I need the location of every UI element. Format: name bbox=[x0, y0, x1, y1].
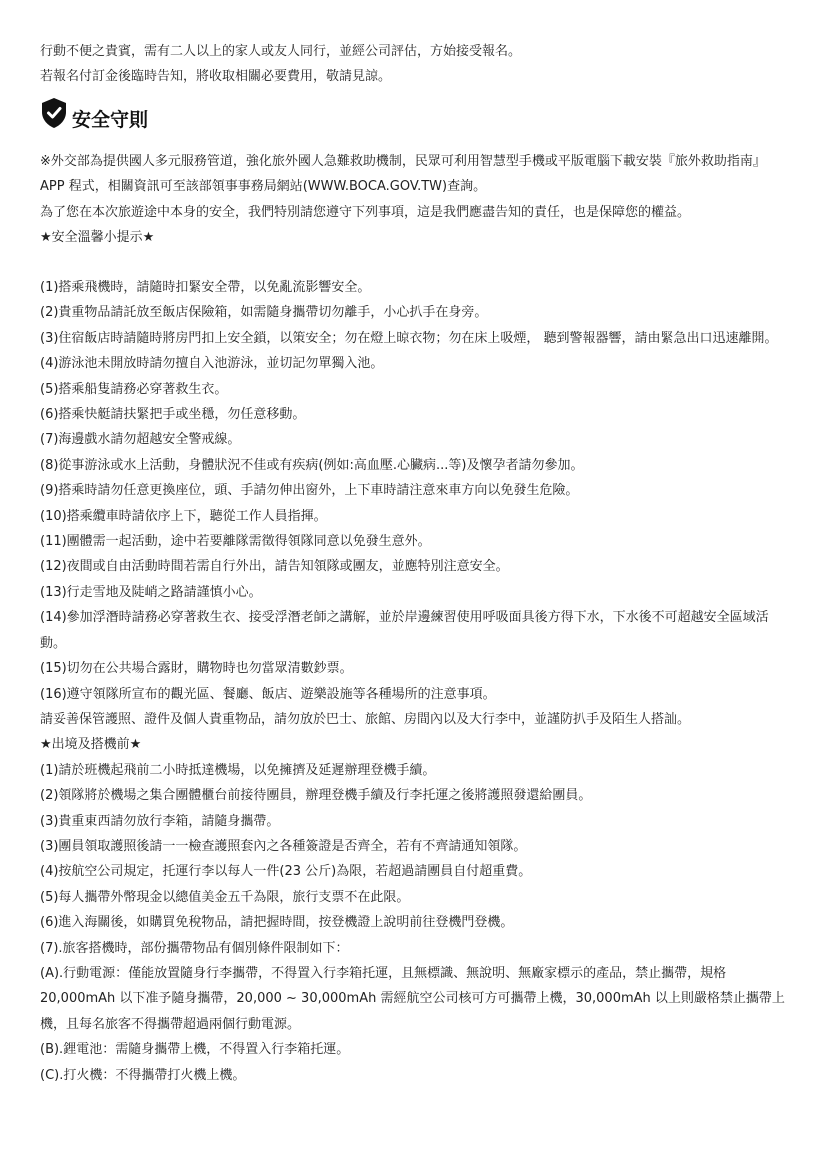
list-item: (8)從事游泳或水上活動，身體狀況不佳或有疾病(例如:高血壓.心臟病...等)及懷孕者請勿參加。 bbox=[40, 457, 584, 473]
list-item: (1)請於班機起飛前二小時抵達機場，以免擁擠及延遲辦理登機手續。 bbox=[40, 762, 436, 778]
list-item: (4)游泳池未開放時請勿擅自入池游泳，並切記勿單獨入池。 bbox=[40, 356, 384, 372]
intro-line: 行動不便之貴賓，需有二人以上的家人或友人同行，並經公司評估，方始接受報名。 bbox=[40, 44, 522, 59]
list-item: (4)按航空公司規定，托運行李以每人一件(23 公斤)為限，若超過請團員自付超重費。 bbox=[40, 864, 532, 880]
intro-block bbox=[40, 39, 788, 90]
list-item: (6)搭乘快艇請扶緊把手或坐穩，勿任意移動。 bbox=[40, 407, 306, 423]
notice-paragraph: 為了您在本次旅遊途中本身的安全，我們特別請您遵守下列事項，這是我們應盡告知的責任，也是保障您的權益。 bbox=[40, 204, 691, 220]
departure-heading: ★出境及搭機前★ bbox=[40, 737, 142, 753]
list-item: (12)夜間或自由活動時間若需自行外出，請告知領隊或團友，並應特別注意安全。 bbox=[40, 559, 509, 575]
intro-line: 若報名付訂金後臨時告知，將收取相關必要費用，敬請見諒。 bbox=[40, 69, 392, 85]
list-item: (1)搭乘飛機時，請隨時扣緊安全帶，以免亂流影響安全。 bbox=[40, 280, 371, 295]
list-item: (5)搭乘船隻請務必穿著救生衣。 bbox=[40, 381, 228, 397]
list-item: (6)進入海關後，如購買免稅物品，請把握時間，按登機證上說明前往登機門登機。 bbox=[40, 915, 514, 931]
list-item: (15)切勿在公共場合露財，購物時也勿當眾清數鈔票。 bbox=[40, 661, 353, 677]
notice-block bbox=[40, 149, 788, 251]
restriction-item: (C).打火機：不得攜帶打火機上機。 bbox=[40, 1067, 246, 1083]
list-item: (11)團體需一起活動，途中若要離隊需徵得領隊同意以免發生意外。 bbox=[40, 534, 431, 550]
notice-paragraph: ※外交部為提供國人多元服務管道，強化旅外國人急難救助機制，民眾可利用智慧型手機或平版電腦下載安裝『旅外救助指南』APP 程式，相關資訊可至該部領事事務局網站(WWW.BOCA.GOV.TW)查詢。 bbox=[40, 154, 766, 195]
list-item: (9)搭乘時請勿任意更換座位，頭、手請勿伸出窗外，上下車時請注意來車方向以免發生危險。 bbox=[40, 483, 579, 499]
list-item: (7).旅客搭機時，部份攜帶物品有個別條件限制如下： bbox=[40, 940, 349, 956]
list-item: (2)貴重物品請託放至飯店保險箱，如需隨身攜帶切勿離手，小心扒手在身旁。 bbox=[40, 305, 488, 321]
list-item: (10)搭乘纜車時請依序上下，聽從工作人員指揮。 bbox=[40, 508, 327, 524]
tips-heading: ★安全溫馨小提示★ bbox=[40, 230, 155, 246]
shield-check-icon bbox=[40, 97, 68, 129]
list-item: (3)團員領取護照後請一一檢查護照套內之各種簽證是否齊全，若有不齊請通知領隊。 bbox=[40, 838, 527, 854]
list-item: (13)行走雪地及陡峭之路請謹慎小心。 bbox=[40, 584, 262, 600]
section-heading bbox=[40, 96, 148, 130]
list-item: 請妥善保管護照、證件及個人貴重物品，請勿放於巴士、旅館、房間內以及大行李中，並謹防扒手及陌生人搭訕。 bbox=[40, 711, 691, 727]
restriction-item: (B).鋰電池：需隨身攜帶上機，不得置入行李箱托運。 bbox=[40, 1042, 350, 1058]
restriction-item: (A).行動電源：僅能放置隨身行李攜帶，不得置入行李箱托運，且無標識、無說明、無廠家標示的產品，禁止攜帶，規格 20,000mAh 以下准予隨身攜帶，20,000 ~ 30,000mAh 需經航空公司核可方可攜帶上機，30,000mAh 以上則嚴格禁止攜帶上機，且每名旅客不得攜帶超過兩個行動電源。 bbox=[40, 965, 785, 1032]
list-item: (3)貴重東西請勿放行李箱，請隨身攜帶。 bbox=[40, 813, 280, 829]
list-item: (2)領隊將於機場之集合團體櫃台前接待團員，辦理登機手續及行李托運之後將護照發還給團員。 bbox=[40, 788, 592, 804]
list-item: (3)住宿飯店時請隨時將房門扣上安全鎖，以策安全；勿在燈上晾衣物；勿在床上吸煙， 聽到警報器響，請由緊急出口迅速離開。 bbox=[40, 330, 778, 346]
list-item: (7)海邊戲水請勿超越安全警戒線。 bbox=[40, 432, 241, 448]
list-item: (16)遵守領隊所宣布的觀光區、餐廳、飯店、遊樂設施等各種場所的注意事項。 bbox=[40, 686, 496, 702]
section-title: 安全守則 bbox=[72, 108, 149, 131]
list-item: (14)參加浮潛時請務必穿著救生衣、接受浮潛老師之講解，並於岸邊練習使用呼吸面具後方得下水，下水後不可超越安全區域活動。 bbox=[40, 610, 769, 651]
list-item: (5)每人攜帶外幣現金以總值美金五千為限，旅行支票不在此限。 bbox=[40, 889, 410, 905]
safety-tips-list bbox=[40, 275, 788, 1088]
